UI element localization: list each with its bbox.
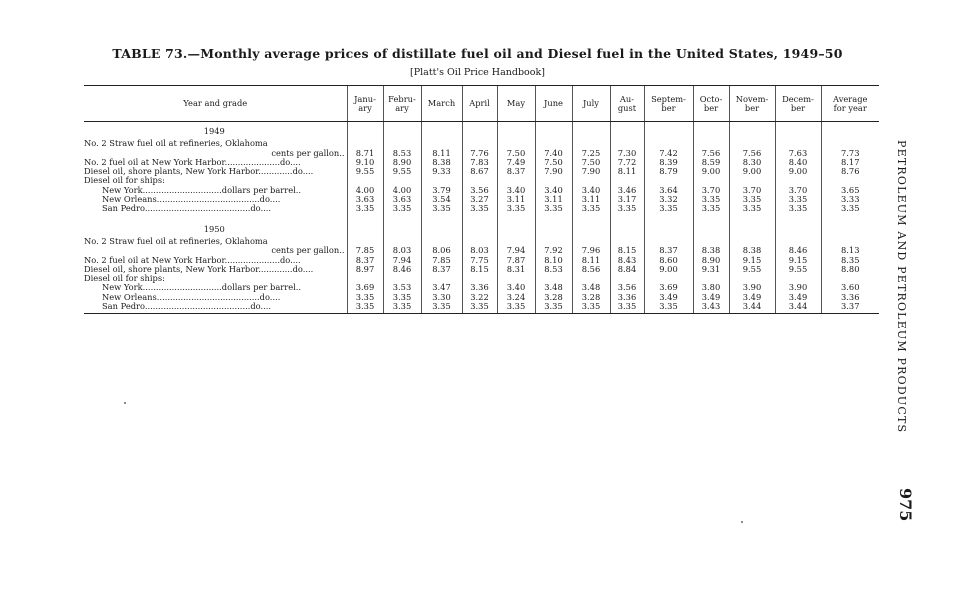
table-row: [84, 302, 879, 314]
value-cell: 3.40: [572, 186, 610, 195]
table-row: [84, 167, 879, 176]
value-cell: 7.87: [497, 256, 535, 265]
value-cell: 3.49: [775, 293, 821, 302]
value-cell: 7.50: [572, 158, 610, 167]
value-cell: [775, 139, 821, 148]
value-cell: 9.55: [383, 167, 421, 176]
value-cell: [644, 274, 693, 283]
value-cell: 8.38: [729, 246, 775, 255]
value-cell: [347, 237, 383, 246]
value-cell: [421, 237, 462, 246]
value-cell: 3.11: [497, 195, 535, 204]
value-cell: [383, 220, 421, 234]
value-cell: [644, 220, 693, 234]
value-cell: 8.11: [572, 256, 610, 265]
value-cell: 8.46: [383, 265, 421, 274]
value-cell: 3.35: [535, 302, 572, 314]
row-label: New Orleans.......................................do....: [102, 195, 281, 205]
value-cell: 3.56: [462, 186, 497, 195]
value-cell: 3.64: [644, 186, 693, 195]
value-cell: 3.35: [610, 204, 644, 213]
value-cell: [497, 139, 535, 148]
value-cell: [497, 122, 535, 137]
value-cell: 8.80: [821, 265, 879, 274]
table-row: [84, 139, 879, 148]
value-cell: 8.60: [644, 256, 693, 265]
table-title: TABLE 73.—Monthly average prices of distillate fuel oil and Diesel fuel in the United States, 1949–50: [112, 46, 843, 61]
page-number: [893, 488, 923, 528]
value-cell: 7.90: [535, 167, 572, 176]
table-row: [84, 195, 879, 204]
value-cell: 3.69: [644, 283, 693, 292]
value-cell: 3.70: [693, 186, 729, 195]
value-cell: 8.97: [347, 265, 383, 274]
value-cell: [347, 139, 383, 148]
value-cell: 8.10: [535, 256, 572, 265]
row-label: Diesel oil, shore plants, New York Harbor.............do....: [84, 167, 314, 177]
table-row: [84, 283, 879, 292]
value-cell: 7.92: [535, 246, 572, 255]
value-cell: [572, 122, 610, 137]
value-cell: [535, 122, 572, 137]
value-cell: [572, 220, 610, 234]
value-cell: 3.11: [535, 195, 572, 204]
row-label: Diesel oil for ships:: [84, 274, 165, 284]
value-cell: 3.11: [572, 195, 610, 204]
value-cell: 8.71: [347, 149, 383, 158]
row-label: 1949: [203, 126, 225, 136]
table-row: [84, 220, 879, 234]
value-cell: 8.11: [421, 149, 462, 158]
value-cell: 3.35: [462, 204, 497, 213]
value-cell: 4.00: [347, 186, 383, 195]
value-cell: 3.69: [347, 283, 383, 292]
value-cell: 9.55: [347, 167, 383, 176]
value-cell: 3.49: [729, 293, 775, 302]
value-cell: 7.85: [347, 246, 383, 255]
value-cell: 8.90: [693, 256, 729, 265]
value-cell: [775, 176, 821, 185]
value-cell: 8.76: [821, 167, 879, 176]
value-cell: [535, 176, 572, 185]
value-cell: 8.30: [729, 158, 775, 167]
value-cell: [462, 139, 497, 148]
side-header: [878, 140, 955, 434]
value-cell: 3.63: [347, 195, 383, 204]
value-cell: [610, 274, 644, 283]
table-row: [84, 204, 879, 213]
price-table: [84, 85, 879, 314]
value-cell: 3.36: [462, 283, 497, 292]
value-cell: 7.50: [535, 158, 572, 167]
value-cell: 3.35: [572, 204, 610, 213]
value-cell: [383, 122, 421, 137]
row-label: cents per gallon..: [271, 148, 345, 158]
value-cell: 3.27: [462, 195, 497, 204]
value-cell: 3.48: [535, 283, 572, 292]
row-label: San Pedro........................................do....: [102, 204, 272, 214]
value-cell: [497, 274, 535, 283]
value-cell: 3.49: [644, 293, 693, 302]
value-cell: 9.00: [729, 167, 775, 176]
value-cell: 9.55: [775, 265, 821, 274]
value-cell: 3.35: [535, 204, 572, 213]
header-january: Janu- ary: [347, 86, 383, 122]
value-cell: [775, 237, 821, 246]
value-cell: 7.76: [462, 149, 497, 158]
value-cell: 8.59: [693, 158, 729, 167]
value-cell: 3.43: [693, 302, 729, 314]
value-cell: 3.35: [644, 204, 693, 213]
value-cell: [383, 274, 421, 283]
value-cell: [572, 274, 610, 283]
print-speck: [741, 521, 743, 523]
value-cell: 3.40: [535, 186, 572, 195]
row-label: No. 2 Straw fuel oil at refineries, Oklahoma: [84, 139, 268, 149]
row-label: Diesel oil, shore plants, New York Harbor.............do....: [84, 264, 314, 274]
header-april: April: [462, 86, 497, 122]
value-cell: [821, 122, 879, 137]
value-cell: 3.48: [572, 283, 610, 292]
table-row: [84, 122, 879, 137]
value-cell: 7.83: [462, 158, 497, 167]
value-cell: 3.80: [693, 283, 729, 292]
value-cell: 7.49: [497, 158, 535, 167]
value-cell: 7.85: [421, 256, 462, 265]
value-cell: 3.35: [610, 302, 644, 314]
value-cell: [383, 139, 421, 148]
row-label: Diesel oil for ships:: [84, 176, 165, 186]
value-cell: 8.06: [421, 246, 462, 255]
value-cell: 3.40: [497, 283, 535, 292]
value-cell: 3.33: [821, 195, 879, 204]
value-cell: 9.55: [729, 265, 775, 274]
value-cell: [729, 220, 775, 234]
value-cell: [821, 139, 879, 148]
value-cell: [693, 220, 729, 234]
value-cell: [497, 176, 535, 185]
value-cell: [644, 139, 693, 148]
value-cell: [462, 176, 497, 185]
table-row: [84, 237, 879, 246]
page-number-text: 975: [896, 488, 915, 522]
value-cell: 4.00: [383, 186, 421, 195]
value-cell: 8.17: [821, 158, 879, 167]
value-cell: [421, 122, 462, 137]
value-cell: 8.13: [821, 246, 879, 255]
value-cell: 3.60: [821, 283, 879, 292]
value-cell: [693, 237, 729, 246]
value-cell: 3.30: [421, 293, 462, 302]
value-cell: [729, 122, 775, 137]
value-cell: [610, 122, 644, 137]
value-cell: 3.63: [383, 195, 421, 204]
value-cell: [729, 274, 775, 283]
value-cell: [421, 176, 462, 185]
value-cell: 8.38: [421, 158, 462, 167]
value-cell: 3.53: [383, 283, 421, 292]
row-label: New York..............................dollars per barrel..: [102, 283, 302, 293]
table-source: [Platt's Oil Price Handbook]: [410, 67, 545, 78]
value-cell: 8.15: [610, 246, 644, 255]
row-label: New York..............................dollars per barrel..: [102, 185, 302, 195]
value-cell: 3.70: [775, 186, 821, 195]
table-body: [84, 122, 879, 314]
value-cell: 8.53: [383, 149, 421, 158]
value-cell: 3.35: [693, 204, 729, 213]
header-average-for-year: Average for year: [821, 86, 879, 122]
value-cell: 7.42: [644, 149, 693, 158]
value-cell: [821, 176, 879, 185]
value-cell: 3.79: [421, 186, 462, 195]
value-cell: 3.35: [775, 195, 821, 204]
header-june: June: [535, 86, 572, 122]
value-cell: 7.90: [572, 167, 610, 176]
value-cell: 3.35: [347, 302, 383, 314]
row-label: cents per gallon..: [271, 246, 345, 256]
value-cell: [729, 139, 775, 148]
header-march: March: [421, 86, 462, 122]
table-row: [84, 265, 879, 274]
value-cell: 3.35: [644, 302, 693, 314]
table-row: [84, 176, 879, 185]
value-cell: 3.35: [421, 204, 462, 213]
print-speck: [124, 402, 126, 404]
value-cell: 3.37: [821, 302, 879, 314]
row-label: New Orleans.......................................do....: [102, 292, 281, 302]
value-cell: 7.63: [775, 149, 821, 158]
value-cell: 3.47: [421, 283, 462, 292]
value-cell: 7.25: [572, 149, 610, 158]
value-cell: 3.28: [572, 293, 610, 302]
value-cell: [821, 274, 879, 283]
value-cell: 8.37: [347, 256, 383, 265]
value-cell: [462, 237, 497, 246]
value-cell: 3.44: [729, 302, 775, 314]
value-cell: 3.35: [347, 293, 383, 302]
header-august: Au- gust: [610, 86, 644, 122]
header-november: Novem- ber: [729, 86, 775, 122]
row-label: No. 2 Straw fuel oil at refineries, Oklahoma: [84, 236, 268, 246]
value-cell: 8.67: [462, 167, 497, 176]
value-cell: [572, 237, 610, 246]
value-cell: [821, 237, 879, 246]
value-cell: [821, 220, 879, 234]
value-cell: 3.35: [821, 204, 879, 213]
value-cell: 3.35: [421, 302, 462, 314]
value-cell: 3.35: [383, 293, 421, 302]
row-label: No. 2 fuel oil at New York Harbor.....................do....: [84, 157, 301, 167]
header-row: [84, 86, 879, 122]
value-cell: 9.00: [644, 265, 693, 274]
value-cell: [775, 220, 821, 234]
row-label: No. 2 fuel oil at New York Harbor.....................do....: [84, 255, 301, 265]
value-cell: 9.33: [421, 167, 462, 176]
value-cell: 3.35: [383, 204, 421, 213]
value-cell: 7.96: [572, 246, 610, 255]
side-header-text: PETROLEUM AND PETROLEUM PRODUCTS: [895, 140, 908, 434]
value-cell: 7.94: [497, 246, 535, 255]
header-december: Decem- ber: [775, 86, 821, 122]
value-cell: 3.54: [421, 195, 462, 204]
value-cell: [644, 176, 693, 185]
value-cell: [347, 122, 383, 137]
value-cell: 8.11: [610, 167, 644, 176]
value-cell: 7.30: [610, 149, 644, 158]
value-cell: [383, 237, 421, 246]
value-cell: 8.53: [535, 265, 572, 274]
value-cell: 7.56: [693, 149, 729, 158]
value-cell: 9.31: [693, 265, 729, 274]
value-cell: 7.94: [383, 256, 421, 265]
value-cell: 7.72: [610, 158, 644, 167]
value-cell: [421, 139, 462, 148]
value-cell: 3.46: [610, 186, 644, 195]
value-cell: [462, 274, 497, 283]
value-cell: [421, 274, 462, 283]
value-cell: 8.79: [644, 167, 693, 176]
header-year-grade: Year and grade: [84, 86, 347, 122]
value-cell: 3.24: [497, 293, 535, 302]
value-cell: 7.75: [462, 256, 497, 265]
header-september: Septem- ber: [644, 86, 693, 122]
value-cell: 3.36: [610, 293, 644, 302]
table-row: [84, 293, 879, 302]
header-october: Octo- ber: [693, 86, 729, 122]
value-cell: [572, 139, 610, 148]
value-cell: 8.37: [421, 265, 462, 274]
value-cell: 3.90: [729, 283, 775, 292]
value-cell: 3.35: [729, 195, 775, 204]
value-cell: [729, 176, 775, 185]
value-cell: [421, 220, 462, 234]
value-cell: 3.65: [821, 186, 879, 195]
value-cell: 3.35: [693, 195, 729, 204]
value-cell: 3.35: [775, 204, 821, 213]
table-row: [84, 186, 879, 195]
value-cell: [610, 220, 644, 234]
header-may: May: [497, 86, 535, 122]
value-cell: [644, 122, 693, 137]
header-july: July: [572, 86, 610, 122]
table-row: [84, 274, 879, 283]
value-cell: 8.03: [383, 246, 421, 255]
value-cell: 3.44: [775, 302, 821, 314]
value-cell: 8.03: [462, 246, 497, 255]
value-cell: 3.35: [347, 204, 383, 213]
value-cell: [347, 274, 383, 283]
value-cell: [383, 176, 421, 185]
value-cell: 8.35: [821, 256, 879, 265]
value-cell: 3.28: [535, 293, 572, 302]
value-cell: 7.56: [729, 149, 775, 158]
value-cell: 8.40: [775, 158, 821, 167]
value-cell: 8.37: [497, 167, 535, 176]
value-cell: [462, 220, 497, 234]
value-cell: 3.90: [775, 283, 821, 292]
value-cell: 8.39: [644, 158, 693, 167]
table-row: [84, 158, 879, 167]
value-cell: [775, 274, 821, 283]
value-cell: [535, 237, 572, 246]
value-cell: 7.40: [535, 149, 572, 158]
value-cell: 3.56: [610, 283, 644, 292]
value-cell: [693, 176, 729, 185]
value-cell: 8.31: [497, 265, 535, 274]
value-cell: 3.40: [497, 186, 535, 195]
value-cell: 8.84: [610, 265, 644, 274]
value-cell: [497, 220, 535, 234]
value-cell: 8.56: [572, 265, 610, 274]
value-cell: [610, 139, 644, 148]
table-row: [84, 246, 879, 255]
row-label: 1950: [203, 223, 225, 234]
value-cell: 3.70: [729, 186, 775, 195]
value-cell: [775, 122, 821, 137]
value-cell: [610, 237, 644, 246]
value-cell: 3.35: [497, 204, 535, 213]
value-cell: [535, 274, 572, 283]
value-cell: 3.32: [644, 195, 693, 204]
value-cell: [644, 237, 693, 246]
value-cell: [347, 176, 383, 185]
table-row: [84, 256, 879, 265]
value-cell: [572, 176, 610, 185]
value-cell: 3.35: [572, 302, 610, 314]
value-cell: 9.00: [693, 167, 729, 176]
value-cell: 3.35: [462, 302, 497, 314]
value-cell: [610, 176, 644, 185]
value-cell: 8.37: [644, 246, 693, 255]
value-cell: 8.46: [775, 246, 821, 255]
value-cell: 9.15: [729, 256, 775, 265]
value-cell: 7.50: [497, 149, 535, 158]
value-cell: 3.35: [729, 204, 775, 213]
value-cell: 9.15: [775, 256, 821, 265]
value-cell: 9.00: [775, 167, 821, 176]
value-cell: 8.15: [462, 265, 497, 274]
value-cell: [535, 139, 572, 148]
value-cell: 7.73: [821, 149, 879, 158]
value-cell: 3.35: [497, 302, 535, 314]
value-cell: 3.17: [610, 195, 644, 204]
value-cell: 8.43: [610, 256, 644, 265]
header-february: Febru- ary: [383, 86, 421, 122]
value-cell: [729, 237, 775, 246]
value-cell: 9.10: [347, 158, 383, 167]
value-cell: [693, 122, 729, 137]
value-cell: 3.49: [693, 293, 729, 302]
value-cell: [535, 220, 572, 234]
value-cell: [462, 122, 497, 137]
value-cell: 3.35: [383, 302, 421, 314]
value-cell: [347, 220, 383, 234]
value-cell: 3.22: [462, 293, 497, 302]
value-cell: 3.36: [821, 293, 879, 302]
value-cell: 8.90: [383, 158, 421, 167]
row-label: San Pedro........................................do....: [84, 302, 347, 314]
table-row: [84, 149, 879, 158]
value-cell: [497, 237, 535, 246]
value-cell: [693, 274, 729, 283]
value-cell: [693, 139, 729, 148]
value-cell: 8.38: [693, 246, 729, 255]
